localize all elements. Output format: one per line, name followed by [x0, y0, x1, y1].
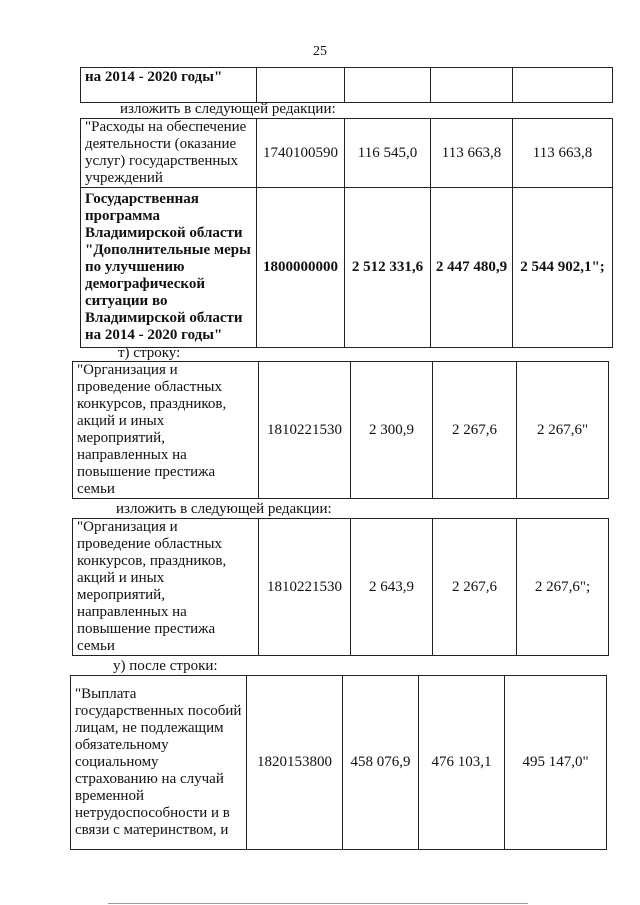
row-name: "Организация и проведение областных конкурсов, праздников, акций и иных мероприятий, направленных на повышение престижа семьи — [73, 519, 259, 656]
bottom-scan-line — [108, 903, 528, 904]
value-cell-3: 2 544 902,1"; — [513, 188, 613, 348]
value-cell-1: 116 545,0 — [345, 119, 431, 188]
value-cell-3 — [513, 68, 613, 103]
table-new-edition-1 — [80, 118, 613, 348]
caption-new-edition: изложить в следующей редакции: — [120, 101, 336, 117]
table-fragment-top — [80, 67, 613, 103]
table-new-edition-2 — [72, 518, 609, 656]
code-cell: 1810221530 — [259, 362, 351, 499]
code-cell: 1810221530 — [259, 519, 351, 656]
caption-row-u: у) после строки: — [113, 658, 218, 674]
table-row — [81, 188, 613, 348]
row-name: "Расходы на обеспечение деятельности (оказание услуг) государственных учреждений — [81, 119, 257, 188]
table-row — [71, 676, 607, 850]
table-row — [81, 119, 613, 188]
row-name: на 2014 - 2020 годы" — [81, 68, 257, 103]
value-cell-3: 495 147,0" — [505, 676, 607, 850]
row-name: "Организация и проведение областных конкурсов, праздников, акций и иных мероприятий, направленных на повышение престижа семьи — [73, 362, 259, 499]
table-row-u — [70, 675, 607, 850]
code-cell — [257, 68, 345, 103]
value-cell-2: 2 267,6 — [433, 519, 517, 656]
value-cell-1: 458 076,9 — [343, 676, 419, 850]
table-row — [73, 519, 609, 656]
caption-row-t: т) строку: — [118, 345, 181, 361]
value-cell-2: 476 103,1 — [419, 676, 505, 850]
value-cell-1: 2 300,9 — [351, 362, 433, 499]
row-name: Государственная программа Владимирской области "Дополнительные меры по улучшению демографической ситуации во Владимирской области на 2014 - 2020 годы" — [81, 188, 257, 348]
code-cell: 1740100590 — [257, 119, 345, 188]
value-cell-2: 2 447 480,9 — [431, 188, 513, 348]
page-number: 25 — [313, 44, 327, 59]
value-cell-3: 113 663,8 — [513, 119, 613, 188]
value-cell-2: 113 663,8 — [431, 119, 513, 188]
table-row — [81, 68, 613, 103]
value-cell-1: 2 512 331,6 — [345, 188, 431, 348]
value-cell-3: 2 267,6"; — [517, 519, 609, 656]
value-cell-2: 2 267,6 — [433, 362, 517, 499]
code-cell: 1800000000 — [257, 188, 345, 348]
value-cell-1: 2 643,9 — [351, 519, 433, 656]
table-row — [73, 362, 609, 499]
value-cell-2 — [431, 68, 513, 103]
code-cell: 1820153800 — [247, 676, 343, 850]
row-name: "Выплата государственных пособий лицам, не подлежащим обязательному социальному страхованию на случай временной нетрудоспособности и в связи с материнством, и — [71, 676, 247, 850]
value-cell-1 — [345, 68, 431, 103]
caption-new-edition-2: изложить в следующей редакции: — [116, 501, 332, 517]
value-cell-3: 2 267,6" — [517, 362, 609, 499]
table-row-t — [72, 361, 609, 499]
